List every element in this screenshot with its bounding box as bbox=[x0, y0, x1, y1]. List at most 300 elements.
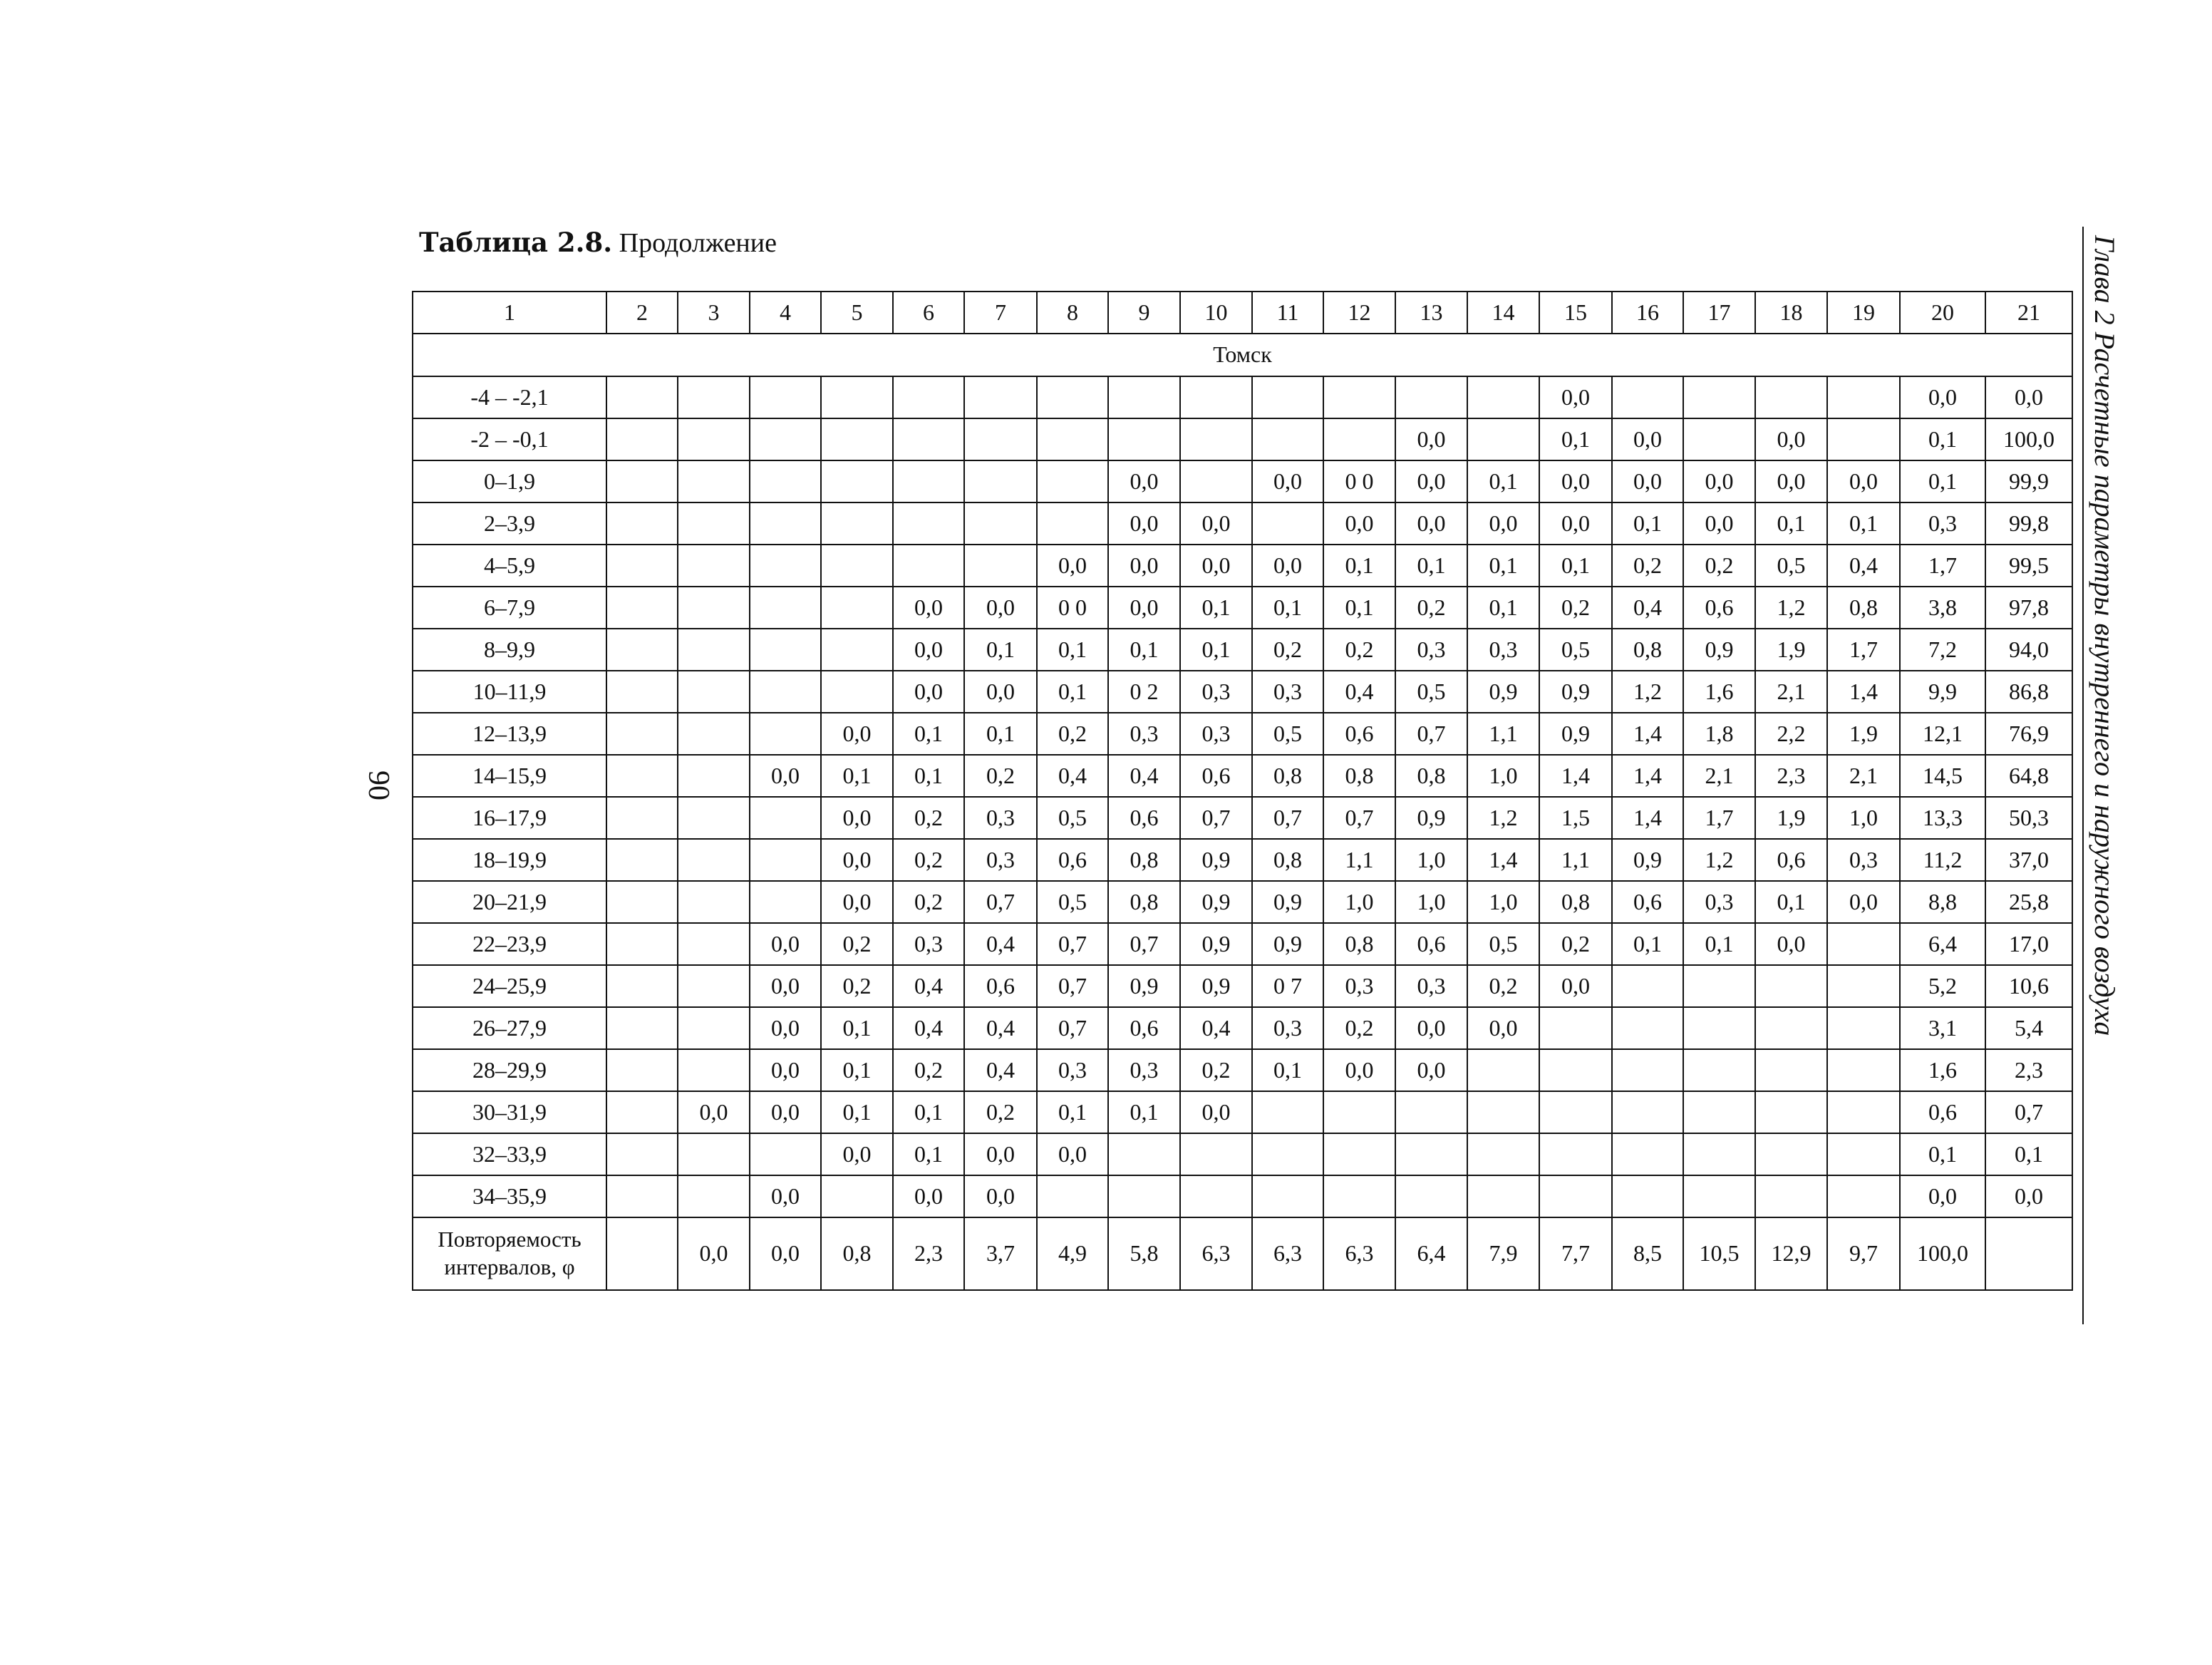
row-label-cell: 8–9,9 bbox=[413, 629, 606, 671]
table-cell bbox=[1395, 1175, 1467, 1217]
table-cell: 16 bbox=[1612, 292, 1683, 334]
table-cell: 0,6 bbox=[1612, 881, 1683, 923]
table-cell: 0,0 bbox=[750, 1091, 821, 1133]
table-cell bbox=[1755, 1007, 1827, 1049]
table-cell bbox=[821, 502, 893, 545]
table-cell: 0,6 bbox=[1108, 1007, 1180, 1049]
table-cell: 0,9 bbox=[1108, 965, 1180, 1007]
table-cell: 13 bbox=[1395, 292, 1467, 334]
table-cell bbox=[606, 1091, 678, 1133]
table-cell bbox=[606, 965, 678, 1007]
data-table bbox=[412, 291, 2073, 1291]
table-cell: 0,0 bbox=[1252, 545, 1323, 587]
table-cell bbox=[1612, 1007, 1683, 1049]
table-cell: 1,0 bbox=[1467, 881, 1539, 923]
table-cell bbox=[678, 755, 750, 797]
table-cell bbox=[1683, 1091, 1755, 1133]
table-row bbox=[413, 881, 2072, 923]
row-label-cell: 12–13,9 bbox=[413, 713, 606, 755]
table-cell: 15 bbox=[1539, 292, 1612, 334]
table-cell bbox=[1108, 1175, 1180, 1217]
table-cell bbox=[678, 460, 750, 502]
table-caption bbox=[419, 227, 777, 259]
table-cell: 0,3 bbox=[1252, 1007, 1323, 1049]
table-cell: 0,9 bbox=[1180, 881, 1252, 923]
table-cell bbox=[678, 671, 750, 713]
table-cell: 0,0 bbox=[678, 1091, 750, 1133]
table-cell: 0,2 bbox=[821, 923, 893, 965]
table-cell: 1,5 bbox=[1539, 797, 1612, 839]
table-cell bbox=[1323, 376, 1395, 418]
running-head: Глава 2 Расчетные параметры внутреннего и наружного воздуха bbox=[2089, 235, 2121, 1036]
table-cell: 0 0 bbox=[1323, 460, 1395, 502]
table-cell: 1,4 bbox=[1612, 713, 1683, 755]
table-cell: 0,2 bbox=[1683, 545, 1755, 587]
table-cell bbox=[606, 376, 678, 418]
table-cell bbox=[1323, 1175, 1395, 1217]
table-cell: 100,0 bbox=[1985, 418, 2072, 460]
table-row bbox=[413, 1007, 2072, 1049]
table-cell: 0,2 bbox=[1539, 923, 1612, 965]
table-cell: 0,0 bbox=[1985, 376, 2072, 418]
table-cell bbox=[750, 713, 821, 755]
table-cell bbox=[678, 587, 750, 629]
table-cell bbox=[750, 797, 821, 839]
table-cell bbox=[606, 1007, 678, 1049]
table-cell: 6,3 bbox=[1252, 1217, 1323, 1290]
table-cell: 17 bbox=[1683, 292, 1755, 334]
table-cell: 0,3 bbox=[1252, 671, 1323, 713]
table-cell: 17,0 bbox=[1985, 923, 2072, 965]
table-cell: 0,8 bbox=[1612, 629, 1683, 671]
table-cell bbox=[606, 418, 678, 460]
table-row bbox=[413, 839, 2072, 881]
table-cell: 0,7 bbox=[1108, 923, 1180, 965]
table-cell bbox=[1539, 1091, 1612, 1133]
table-cell: 0,1 bbox=[1037, 629, 1108, 671]
table-cell: 0,1 bbox=[1683, 923, 1755, 965]
row-label-cell: 1 bbox=[413, 292, 606, 334]
table-cell: 0,0 bbox=[1900, 1175, 1985, 1217]
table-cell: 0,3 bbox=[1323, 965, 1395, 1007]
table-cell bbox=[1108, 376, 1180, 418]
table-cell bbox=[1180, 1175, 1252, 1217]
row-label-cell: Повторяемость интервалов, φ bbox=[413, 1217, 606, 1290]
table-cell: 0,6 bbox=[1395, 923, 1467, 965]
table-cell bbox=[1612, 376, 1683, 418]
table-cell: 0,2 bbox=[964, 755, 1037, 797]
table-cell: 0,0 bbox=[750, 1007, 821, 1049]
table-cell: 0,0 bbox=[821, 839, 893, 881]
table-cell bbox=[1323, 1091, 1395, 1133]
table-cell bbox=[678, 839, 750, 881]
table-cell: 2 bbox=[606, 292, 678, 334]
table-cell: 0,0 bbox=[821, 797, 893, 839]
table-cell: 0,0 bbox=[821, 713, 893, 755]
table-cell: 4,9 bbox=[1037, 1217, 1108, 1290]
page-number: 90 bbox=[362, 770, 395, 800]
table-cell: 1,9 bbox=[1827, 713, 1900, 755]
table-cell: 6,4 bbox=[1900, 923, 1985, 965]
table-cell: 0,6 bbox=[1180, 755, 1252, 797]
city-name: Томск bbox=[413, 334, 2072, 376]
row-label-cell: 18–19,9 bbox=[413, 839, 606, 881]
table-cell: 9 bbox=[1108, 292, 1180, 334]
table-cell: 0,1 bbox=[1612, 502, 1683, 545]
table-cell bbox=[1827, 1091, 1900, 1133]
table-cell: 0,6 bbox=[1323, 713, 1395, 755]
table-cell: 0,8 bbox=[1323, 923, 1395, 965]
table-cell: 0,0 bbox=[821, 1133, 893, 1175]
table-cell bbox=[678, 965, 750, 1007]
table-cell: 0,5 bbox=[1037, 881, 1108, 923]
table-cell bbox=[1395, 1091, 1467, 1133]
table-cell bbox=[750, 1133, 821, 1175]
table-cell bbox=[964, 502, 1037, 545]
table-cell bbox=[1755, 1175, 1827, 1217]
table-cell bbox=[606, 1217, 678, 1290]
table-cell bbox=[1252, 1133, 1323, 1175]
table-cell: 7,2 bbox=[1900, 629, 1985, 671]
table-cell: 0,0 bbox=[750, 965, 821, 1007]
table-cell bbox=[1467, 1091, 1539, 1133]
row-label-cell: 22–23,9 bbox=[413, 923, 606, 965]
table-cell: 0,7 bbox=[1395, 713, 1467, 755]
table-cell: 8 bbox=[1037, 292, 1108, 334]
table-cell: 0,7 bbox=[1323, 797, 1395, 839]
table-cell: 0,0 bbox=[1180, 1091, 1252, 1133]
table-cell: 0,1 bbox=[893, 755, 964, 797]
table-row bbox=[413, 797, 2072, 839]
table-cell: 0,0 bbox=[1395, 460, 1467, 502]
table-cell bbox=[964, 418, 1037, 460]
table-cell bbox=[964, 545, 1037, 587]
table-cell bbox=[1683, 1049, 1755, 1091]
table-cell: 0,3 bbox=[1395, 965, 1467, 1007]
table-cell: 1,4 bbox=[1827, 671, 1900, 713]
table-cell: 0,0 bbox=[1108, 545, 1180, 587]
table-cell bbox=[1252, 1091, 1323, 1133]
table-cell bbox=[1037, 502, 1108, 545]
table-cell: 0,0 bbox=[1539, 376, 1612, 418]
table-cell: 0,0 bbox=[1180, 502, 1252, 545]
table-cell: 14 bbox=[1467, 292, 1539, 334]
table-cell: 0,7 bbox=[1037, 1007, 1108, 1049]
table-cell bbox=[678, 502, 750, 545]
table-cell: 0,1 bbox=[1395, 545, 1467, 587]
table-cell bbox=[1037, 1175, 1108, 1217]
table-cell bbox=[678, 881, 750, 923]
table-cell: 0,0 bbox=[1180, 545, 1252, 587]
table-cell bbox=[1180, 1133, 1252, 1175]
row-label-cell: 30–31,9 bbox=[413, 1091, 606, 1133]
table-cell: 0,2 bbox=[964, 1091, 1037, 1133]
table-cell bbox=[750, 502, 821, 545]
row-label-cell: 4–5,9 bbox=[413, 545, 606, 587]
table-row bbox=[413, 376, 2072, 418]
table-cell: 0,2 bbox=[1323, 629, 1395, 671]
table-cell bbox=[1037, 376, 1108, 418]
table-cell: 1,7 bbox=[1900, 545, 1985, 587]
table-cell: 0,0 bbox=[1395, 418, 1467, 460]
table-cell: 0,8 bbox=[1323, 755, 1395, 797]
table-cell: 0,9 bbox=[1180, 839, 1252, 881]
table-cell: 2,3 bbox=[893, 1217, 964, 1290]
row-label-cell: -4 – -2,1 bbox=[413, 376, 606, 418]
table-cell: 0,0 bbox=[1755, 460, 1827, 502]
table-cell bbox=[1467, 1133, 1539, 1175]
table-cell: 0,0 bbox=[1323, 502, 1395, 545]
table-cell bbox=[750, 671, 821, 713]
table-cell bbox=[893, 502, 964, 545]
row-label-cell: 28–29,9 bbox=[413, 1049, 606, 1091]
table-cell: 9,9 bbox=[1900, 671, 1985, 713]
table-cell: 3 bbox=[678, 292, 750, 334]
table-cell bbox=[750, 376, 821, 418]
table-cell: 9,7 bbox=[1827, 1217, 1900, 1290]
table-cell bbox=[821, 376, 893, 418]
table-cell: 0,4 bbox=[893, 1007, 964, 1049]
table-cell: 0,1 bbox=[1108, 629, 1180, 671]
table-cell: 0,3 bbox=[1108, 1049, 1180, 1091]
table-cell: 0,5 bbox=[1539, 629, 1612, 671]
table-cell: 1,8 bbox=[1683, 713, 1755, 755]
table-cell: 0,0 bbox=[1323, 1049, 1395, 1091]
table-cell: 0,3 bbox=[1900, 502, 1985, 545]
table-cell bbox=[606, 1133, 678, 1175]
table-cell: 0,4 bbox=[1323, 671, 1395, 713]
table-cell: 2,1 bbox=[1683, 755, 1755, 797]
table-cell: 0,0 bbox=[964, 1133, 1037, 1175]
table-cell: 1,1 bbox=[1323, 839, 1395, 881]
table-cell: 8,8 bbox=[1900, 881, 1985, 923]
table-cell: 0,1 bbox=[964, 629, 1037, 671]
table-cell: 0,6 bbox=[1037, 839, 1108, 881]
row-label-cell: 16–17,9 bbox=[413, 797, 606, 839]
table-cell: 19 bbox=[1827, 292, 1900, 334]
table-cell: 0,0 bbox=[1252, 460, 1323, 502]
table-cell bbox=[606, 1049, 678, 1091]
table-cell: 0,6 bbox=[1683, 587, 1755, 629]
table-cell: 0,1 bbox=[1037, 671, 1108, 713]
table-cell bbox=[1323, 1133, 1395, 1175]
table-cell bbox=[1108, 418, 1180, 460]
table-cell: 2,2 bbox=[1755, 713, 1827, 755]
table-cell bbox=[1827, 965, 1900, 1007]
table-cell: 0,0 bbox=[1108, 502, 1180, 545]
table-cell bbox=[606, 839, 678, 881]
table-cell: 0,7 bbox=[964, 881, 1037, 923]
table-cell: 12 bbox=[1323, 292, 1395, 334]
table-cell: 0,1 bbox=[1985, 1133, 2072, 1175]
table-cell bbox=[678, 923, 750, 965]
table-cell: 1,1 bbox=[1467, 713, 1539, 755]
table-cell: 0,8 bbox=[1108, 839, 1180, 881]
table-cell bbox=[678, 797, 750, 839]
table-cell: 0,7 bbox=[1985, 1091, 2072, 1133]
table-cell: 0,6 bbox=[964, 965, 1037, 1007]
table-cell: 1,9 bbox=[1755, 797, 1827, 839]
table-cell: 0,0 bbox=[750, 1175, 821, 1217]
table-cell: 0,9 bbox=[1252, 881, 1323, 923]
table-cell: 0,4 bbox=[1037, 755, 1108, 797]
table-cell bbox=[821, 629, 893, 671]
table-cell: 0,2 bbox=[1539, 587, 1612, 629]
table-row bbox=[413, 1049, 2072, 1091]
table-cell: 1,0 bbox=[1395, 881, 1467, 923]
table-cell: 0,0 bbox=[1755, 923, 1827, 965]
table-cell bbox=[821, 418, 893, 460]
table-cell bbox=[1612, 965, 1683, 1007]
table-cell: 0,0 bbox=[1539, 965, 1612, 1007]
table-cell bbox=[1612, 1091, 1683, 1133]
table-cell: 0,4 bbox=[1180, 1007, 1252, 1049]
table-row bbox=[413, 418, 2072, 460]
table-cell: 0,3 bbox=[1037, 1049, 1108, 1091]
table-cell: 0,0 bbox=[964, 1175, 1037, 1217]
table-cell: 97,8 bbox=[1985, 587, 2072, 629]
table-cell bbox=[1395, 1133, 1467, 1175]
table-row bbox=[413, 1091, 2072, 1133]
table-cell: 12,1 bbox=[1900, 713, 1985, 755]
table-cell: 0,1 bbox=[1467, 460, 1539, 502]
table-cell bbox=[1827, 376, 1900, 418]
table-cell bbox=[1323, 418, 1395, 460]
table-cell bbox=[678, 1133, 750, 1175]
row-label-cell: 6–7,9 bbox=[413, 587, 606, 629]
table-cell: 99,8 bbox=[1985, 502, 2072, 545]
table-cell bbox=[1252, 418, 1323, 460]
table-cell: 1,6 bbox=[1900, 1049, 1985, 1091]
table-cell: 0,3 bbox=[1827, 839, 1900, 881]
table-cell: 0,1 bbox=[1900, 460, 1985, 502]
table-cell: 0,1 bbox=[1108, 1091, 1180, 1133]
table-cell: 0,0 bbox=[1683, 460, 1755, 502]
table-cell: 0,0 bbox=[678, 1217, 750, 1290]
table-cell: 0,3 bbox=[964, 839, 1037, 881]
table-cell: 14,5 bbox=[1900, 755, 1985, 797]
table-cell: 6,3 bbox=[1323, 1217, 1395, 1290]
table-cell: 7,9 bbox=[1467, 1217, 1539, 1290]
table-cell: 0,1 bbox=[1323, 545, 1395, 587]
table-cell: 1,4 bbox=[1612, 797, 1683, 839]
table-cell bbox=[678, 629, 750, 671]
table-cell: 0,1 bbox=[1827, 502, 1900, 545]
table-cell: 0,8 bbox=[1108, 881, 1180, 923]
table-cell: 0,9 bbox=[1467, 671, 1539, 713]
table-cell: 0,1 bbox=[821, 1007, 893, 1049]
table-cell: 0,1 bbox=[893, 1133, 964, 1175]
table-cell: 11 bbox=[1252, 292, 1323, 334]
table-cell bbox=[1985, 1217, 2072, 1290]
table-cell: 0,0 bbox=[1395, 1007, 1467, 1049]
table-row bbox=[413, 460, 2072, 502]
table-cell bbox=[821, 1175, 893, 1217]
table-cell bbox=[750, 418, 821, 460]
table-cell: 0,8 bbox=[1252, 839, 1323, 881]
table-cell: 0,0 bbox=[964, 671, 1037, 713]
table-row bbox=[413, 629, 2072, 671]
table-cell: 0,0 bbox=[893, 671, 964, 713]
table-cell: 94,0 bbox=[1985, 629, 2072, 671]
table-cell bbox=[1612, 1175, 1683, 1217]
table-cell: 0,9 bbox=[1683, 629, 1755, 671]
table-cell: 37,0 bbox=[1985, 839, 2072, 881]
table-cell: 18 bbox=[1755, 292, 1827, 334]
table-cell: 100,0 bbox=[1900, 1217, 1985, 1290]
table-cell: 0,0 bbox=[964, 587, 1037, 629]
table-cell bbox=[1755, 965, 1827, 1007]
table-cell: 20 bbox=[1900, 292, 1985, 334]
table-cell: 0,0 bbox=[1395, 1049, 1467, 1091]
table-cell: 0,9 bbox=[1612, 839, 1683, 881]
table-cell: 0,2 bbox=[1395, 587, 1467, 629]
table-cell bbox=[893, 460, 964, 502]
table-cell bbox=[893, 376, 964, 418]
table-row bbox=[413, 1175, 2072, 1217]
table-cell: 0,2 bbox=[1467, 965, 1539, 1007]
header-row bbox=[413, 292, 2072, 334]
table-cell bbox=[821, 587, 893, 629]
table-cell bbox=[1827, 1007, 1900, 1049]
table-cell: 0,0 bbox=[1827, 881, 1900, 923]
table-cell: 10 bbox=[1180, 292, 1252, 334]
table-cell: 5 bbox=[821, 292, 893, 334]
table-cell: 1,0 bbox=[1467, 755, 1539, 797]
table-cell: 5,2 bbox=[1900, 965, 1985, 1007]
table-cell bbox=[750, 629, 821, 671]
table-cell: 0,2 bbox=[1037, 713, 1108, 755]
table-cell bbox=[1683, 376, 1755, 418]
table-cell: 5,8 bbox=[1108, 1217, 1180, 1290]
table-cell: 1,2 bbox=[1467, 797, 1539, 839]
table-cell: 0,8 bbox=[1827, 587, 1900, 629]
table-cell bbox=[1180, 376, 1252, 418]
table-cell: 0,7 bbox=[1252, 797, 1323, 839]
table-cell bbox=[1612, 1133, 1683, 1175]
table-cell: 10,5 bbox=[1683, 1217, 1755, 1290]
table-cell: 7 bbox=[964, 292, 1037, 334]
table-cell: 0,0 bbox=[1755, 418, 1827, 460]
table-cell bbox=[606, 713, 678, 755]
table-cell bbox=[1252, 1175, 1323, 1217]
table-row bbox=[413, 545, 2072, 587]
table-cell: 0,2 bbox=[1323, 1007, 1395, 1049]
table-cell: 21 bbox=[1985, 292, 2072, 334]
table-cell bbox=[964, 460, 1037, 502]
table-cell: 0,1 bbox=[1467, 587, 1539, 629]
table-cell bbox=[678, 1007, 750, 1049]
table-cell: 1,0 bbox=[1395, 839, 1467, 881]
table-cell: 4 bbox=[750, 292, 821, 334]
table-cell: 0,1 bbox=[1539, 545, 1612, 587]
table-cell: 0,1 bbox=[1612, 923, 1683, 965]
table-cell: 0,0 bbox=[893, 587, 964, 629]
table-cell: 1,7 bbox=[1827, 629, 1900, 671]
table-cell: 0,1 bbox=[1252, 587, 1323, 629]
table-cell: 0,6 bbox=[1108, 797, 1180, 839]
table-cell: 0,3 bbox=[1180, 671, 1252, 713]
table-cell bbox=[1612, 1049, 1683, 1091]
row-label-cell: 14–15,9 bbox=[413, 755, 606, 797]
table-cell bbox=[1539, 1007, 1612, 1049]
table-cell: 1,7 bbox=[1683, 797, 1755, 839]
table-cell: 1,2 bbox=[1755, 587, 1827, 629]
table-row bbox=[413, 713, 2072, 755]
table-cell: 0,0 bbox=[893, 629, 964, 671]
table-cell: 0,5 bbox=[1252, 713, 1323, 755]
table-cell: 0,9 bbox=[1180, 965, 1252, 1007]
